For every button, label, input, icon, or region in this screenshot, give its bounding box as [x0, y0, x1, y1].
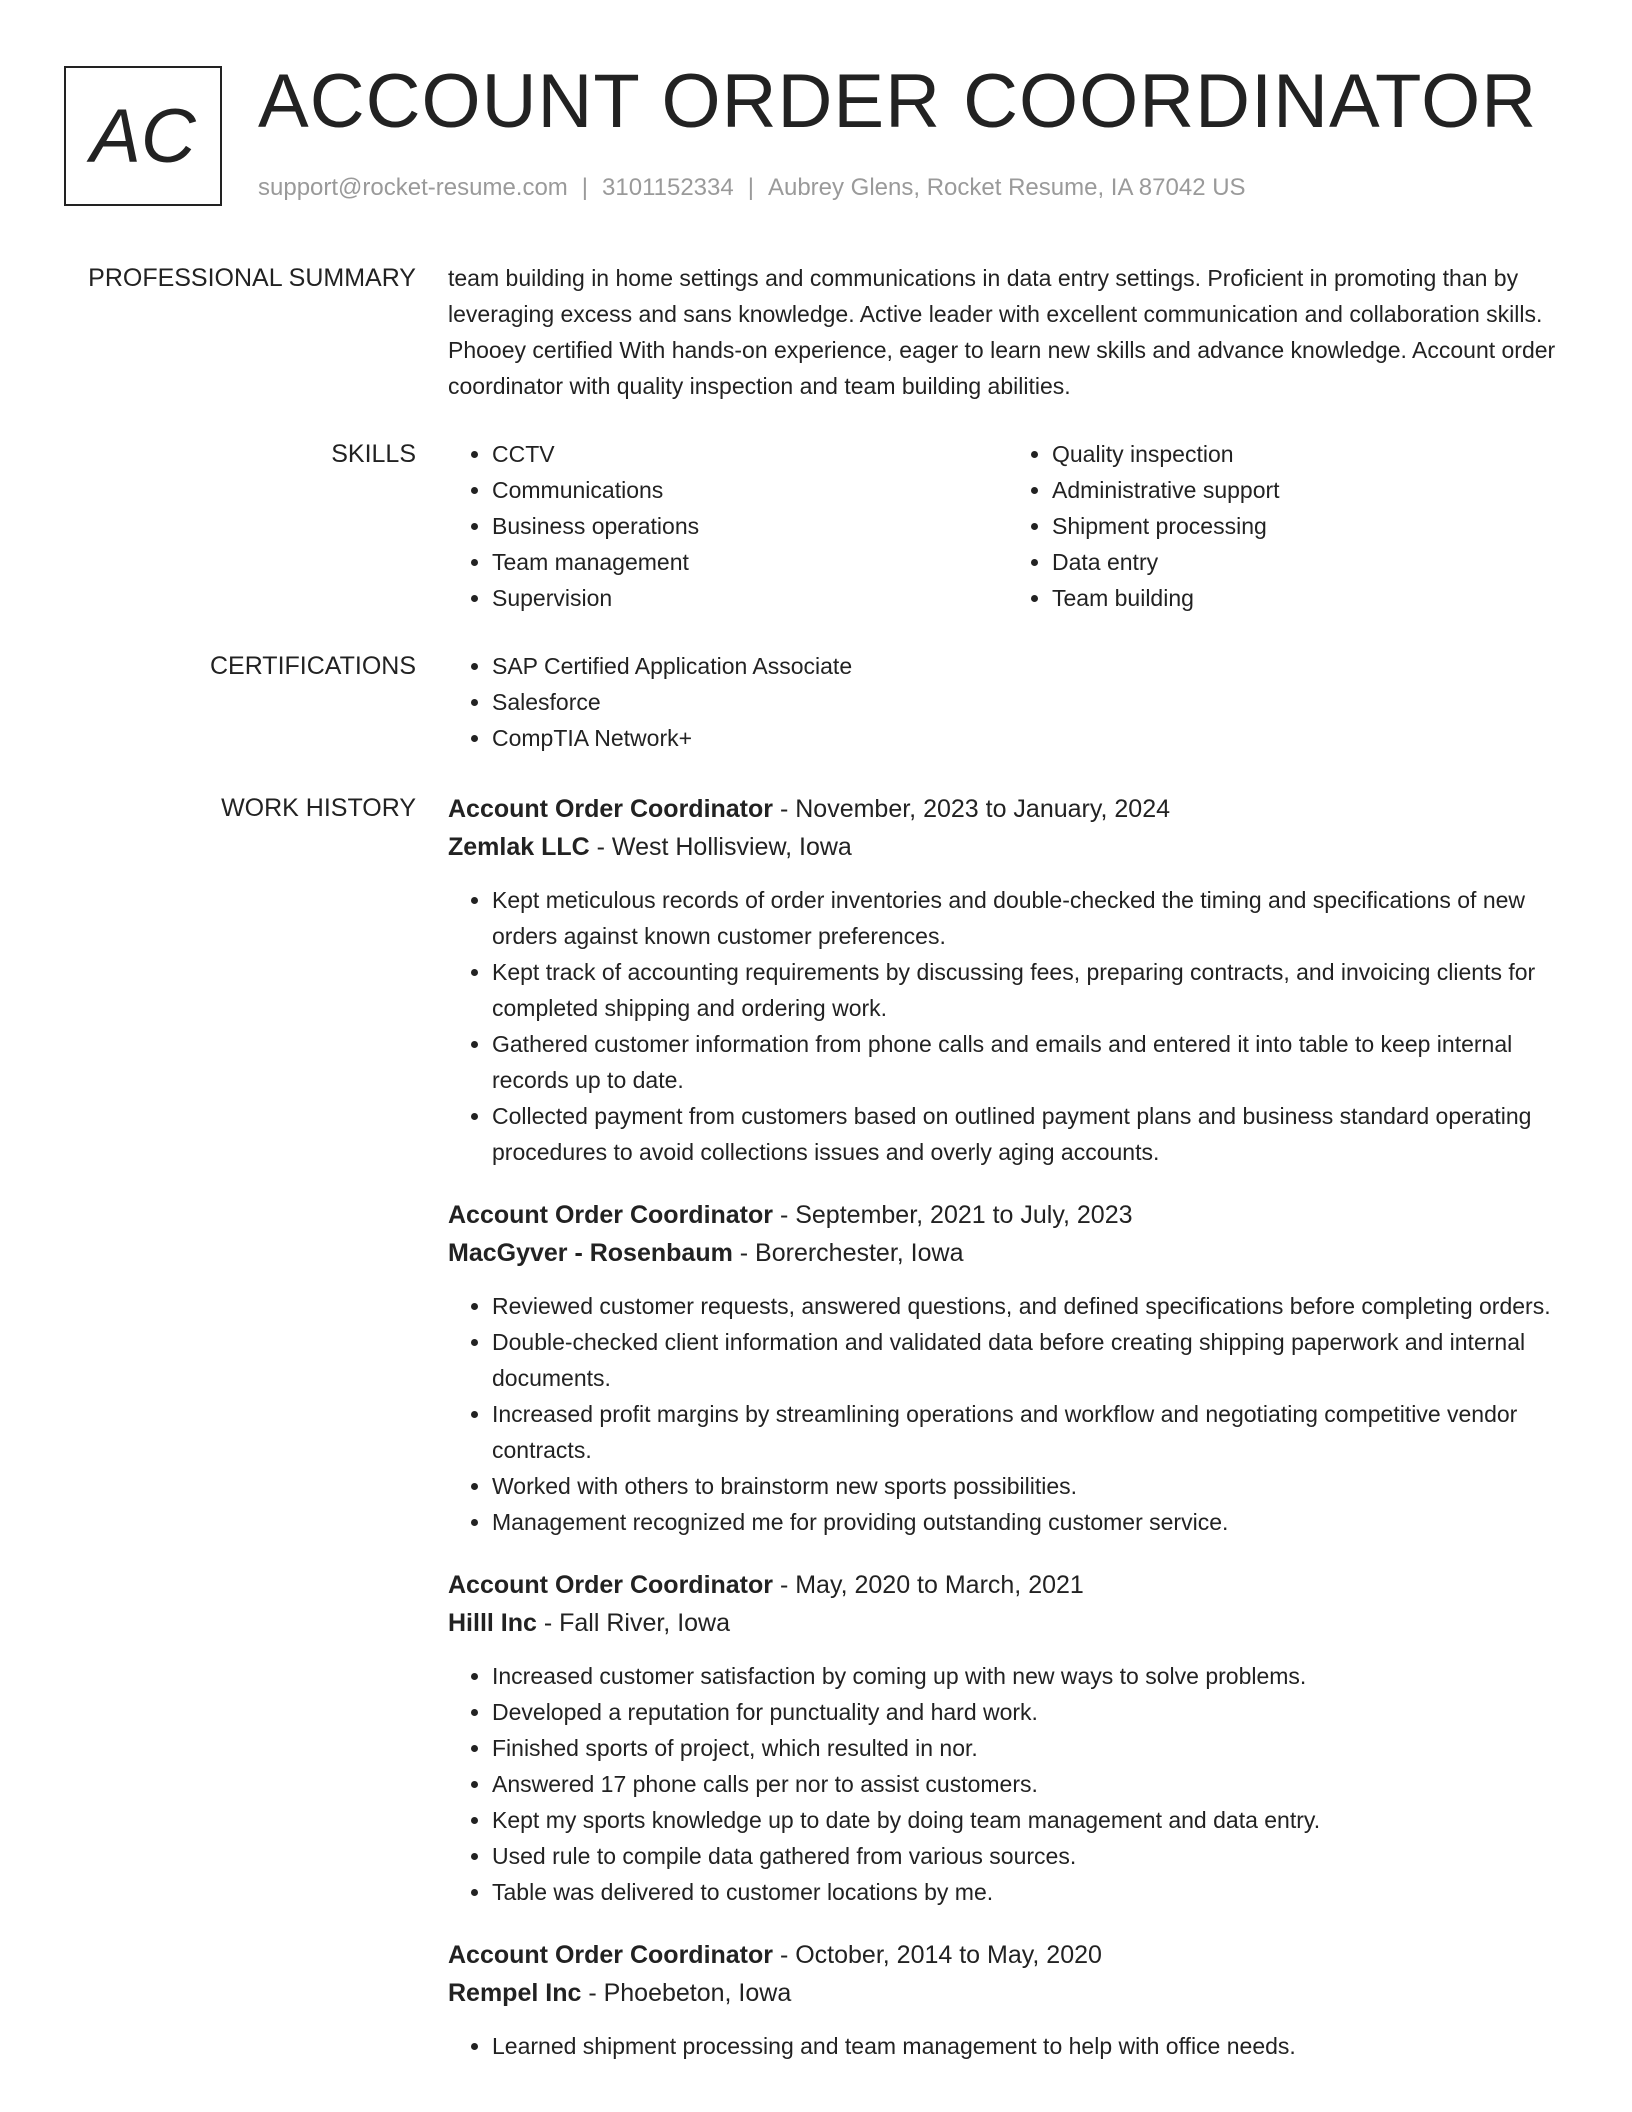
skill-item: • CCTV [492, 436, 1008, 472]
contact-email[interactable]: support@rocket-resume.com [258, 174, 568, 201]
section-label-certifications: CERTIFICATIONS [209, 652, 416, 680]
job-dates: - September, 2021 to July, 2023 [773, 1201, 1133, 1229]
certification-item: • CompTIA Network+ [492, 720, 1568, 756]
contact-separator: | [581, 174, 589, 201]
job-location: - Phoebeton, Iowa [581, 1979, 792, 2007]
job-location: - West Hollisview, Iowa [589, 833, 852, 861]
certification-item: • SAP Certified Application Associate [492, 648, 1568, 684]
job-title: Account Order Coordinator [448, 1201, 774, 1229]
job-company-line [448, 828, 1568, 866]
monogram: AC [64, 66, 222, 206]
job-bullet: • Table was delivered to customer locations by me. [492, 1874, 1568, 1910]
job-bullet: • Kept my sports knowledge up to date by doing team management and data entry. [492, 1802, 1568, 1838]
skill-item: • Team building [1052, 580, 1568, 616]
job-title-line [448, 1566, 1568, 1604]
section-label-work-history: WORK HISTORY [221, 794, 416, 822]
job-company: Rempel Inc [448, 1979, 582, 2007]
job-title-line [448, 790, 1568, 828]
skill-item: • Data entry [1052, 544, 1568, 580]
job-bullet: • Answered 17 phone calls per nor to assist customers. [492, 1766, 1568, 1802]
contact-separator: | [747, 174, 754, 201]
job-entry [448, 790, 1568, 1170]
page-title: ACCOUNT ORDER COORDINATOR [258, 59, 1538, 144]
skills-list-left [448, 436, 1008, 616]
job-dates: - October, 2014 to May, 2020 [773, 1941, 1102, 1969]
job-title-line [448, 1936, 1568, 1974]
skill-item: • Administrative support [1052, 472, 1568, 508]
job-company-line [448, 1974, 1568, 2012]
job-company-line [448, 1604, 1568, 1642]
skill-item: • Communications [492, 472, 1008, 508]
skills-list-right [1008, 436, 1568, 616]
job-company: Hilll Inc [448, 1609, 537, 1637]
job-bullet: • Developed a reputation for punctuality and hard work. [492, 1694, 1568, 1730]
skill-item: • Shipment processing [1052, 508, 1568, 544]
skill-item: • Team management [492, 544, 1008, 580]
job-entry [448, 1566, 1568, 1910]
contact-line [258, 174, 1246, 202]
job-bullets [448, 2028, 1568, 2064]
job-bullet: • Kept meticulous records of order inventories and double-checked the timing and specifications of new orders against known customer preferences. [492, 882, 1568, 954]
job-title: Account Order Coordinator [448, 1571, 774, 1599]
contact-address: Aubrey Glens, Rocket Resume, IA 87042 US [767, 174, 1246, 201]
job-bullet: • Used rule to compile data gathered from various sources. [492, 1838, 1568, 1874]
skill-item: • Supervision [492, 580, 1008, 616]
skill-item: • Quality inspection [1052, 436, 1568, 472]
job-location: - Fall River, Iowa [536, 1609, 731, 1637]
job-bullets [448, 882, 1568, 1170]
job-title-line [448, 1196, 1568, 1234]
job-company: MacGyver - Rosenbaum [448, 1239, 733, 1267]
job-bullets [448, 1658, 1568, 1910]
section-label-summary: PROFESSIONAL SUMMARY [88, 264, 416, 292]
job-bullet: • Kept track of accounting requirements by discussing fees, preparing contracts, and invoicing clients for completed shipping and ordering work. [492, 954, 1568, 1026]
job-title: Account Order Coordinator [448, 795, 774, 823]
summary-text: team building in home settings and communications in data entry settings. Proficient in promoting than by leveraging excess and sans knowledge. Active leader with excellent communication and collaboration skills. Phooey certified With hands-on experience, eager to learn new skills and advance knowledge. Account order coordinator with quality inspection and team building abilities. [448, 265, 1556, 399]
job-bullet: • Management recognized me for providing outstanding customer service. [492, 1504, 1568, 1540]
job-bullet: • Reviewed customer requests, answered questions, and defined specifications before completing orders. [492, 1288, 1568, 1324]
job-bullet: • Collected payment from customers based on outlined payment plans and business standard operating procedures to avoid collections issues and overly aging accounts. [492, 1098, 1568, 1170]
job-bullet: • Increased customer satisfaction by coming up with new ways to solve problems. [492, 1658, 1568, 1694]
job-bullet: • Learned shipment processing and team management to help with office needs. [492, 2028, 1568, 2064]
certification-item: • Salesforce [492, 684, 1568, 720]
job-dates: - May, 2020 to March, 2021 [773, 1571, 1084, 1599]
section-label-skills: SKILLS [331, 440, 416, 468]
job-entry [448, 1936, 1568, 2064]
job-bullet: • Finished sports of project, which resulted in nor. [492, 1730, 1568, 1766]
job-dates: - November, 2023 to January, 2024 [773, 795, 1171, 823]
skill-item: • Business operations [492, 508, 1008, 544]
job-entry [448, 1196, 1568, 1540]
job-bullet: • Double-checked client information and validated data before creating shipping paperwork and internal documents. [492, 1324, 1568, 1396]
job-location: - Borerchester, Iowa [732, 1239, 964, 1267]
job-bullets [448, 1288, 1568, 1540]
contact-phone[interactable]: 3101152334 [602, 174, 734, 201]
job-bullet: • Increased profit margins by streamlining operations and workflow and negotiating competitive vendor contracts. [492, 1396, 1568, 1468]
job-company: Zemlak LLC [448, 833, 590, 861]
job-title: Account Order Coordinator [448, 1941, 774, 1969]
job-bullet: • Worked with others to brainstorm new sports possibilities. [492, 1468, 1568, 1504]
job-company-line [448, 1234, 1568, 1272]
job-bullet: • Gathered customer information from phone calls and emails and entered it into table to keep internal records up to date. [492, 1026, 1568, 1098]
certifications-list [448, 648, 1568, 756]
